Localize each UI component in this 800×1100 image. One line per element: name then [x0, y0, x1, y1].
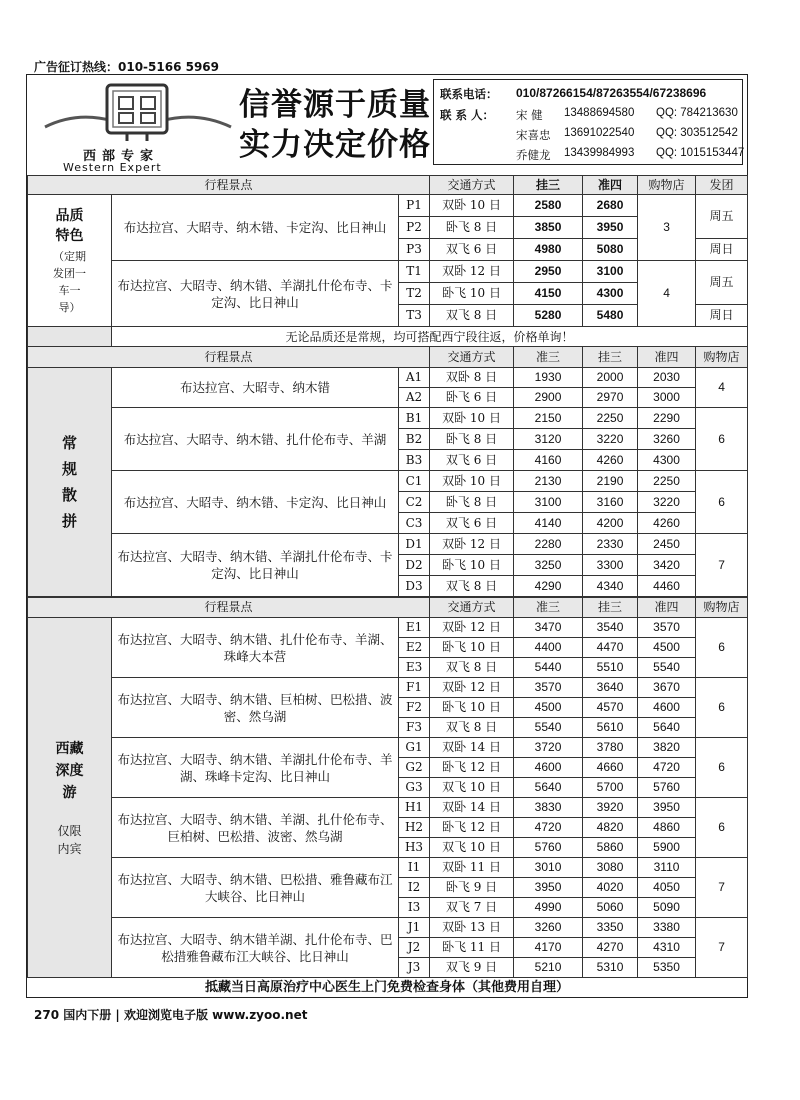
transport: 卧飞 11 日 — [430, 938, 514, 958]
route-code: J1 — [399, 918, 430, 938]
section-title-cell — [28, 368, 112, 597]
route-code: H2 — [399, 818, 430, 838]
price: 3670 — [638, 678, 696, 698]
price: 4020 — [583, 878, 638, 898]
route-code: A2 — [399, 388, 430, 408]
transport: 双卧 10 日 — [430, 195, 514, 217]
section-title: 品质特色 — [55, 207, 84, 244]
shop-count: 6 — [696, 408, 748, 471]
price: 4200 — [583, 513, 638, 534]
price: 3000 — [638, 388, 696, 408]
price: 3470 — [514, 618, 583, 638]
price: 4140 — [514, 513, 583, 534]
price: 4990 — [514, 898, 583, 918]
price: 4860 — [638, 818, 696, 838]
route-cell: 布达拉宫、大昭寺、纳木错、卡定沟、比日神山 — [112, 195, 399, 261]
price: 2950 — [514, 261, 583, 283]
price: 5480 — [583, 305, 638, 327]
price: 5540 — [638, 658, 696, 678]
route-code: C2 — [399, 492, 430, 513]
price: 2900 — [514, 388, 583, 408]
route-code: F1 — [399, 678, 430, 698]
transport: 卧飞 12 日 — [430, 758, 514, 778]
logo-chinese: 西部专家 — [83, 149, 160, 164]
price: 3640 — [583, 678, 638, 698]
price: 2190 — [583, 471, 638, 492]
route-code: I2 — [399, 878, 430, 898]
route-code: I1 — [399, 858, 430, 878]
price: 3010 — [514, 858, 583, 878]
transport: 双卧 12 日 — [430, 261, 514, 283]
contact-box — [433, 79, 743, 165]
price: 3540 — [583, 618, 638, 638]
price: 2580 — [514, 195, 583, 217]
transport: 卧飞 10 日 — [430, 638, 514, 658]
depart-day: 周五 — [696, 195, 748, 239]
route-cell: 布达拉宫、大昭寺、纳木错、扎什伦布寺、羊湖 — [112, 408, 399, 471]
price: 5640 — [638, 718, 696, 738]
route-code: H1 — [399, 798, 430, 818]
transport: 双卧 8 日 — [430, 368, 514, 388]
price: 2970 — [583, 388, 638, 408]
contact-mobile: 13439984993 — [564, 147, 635, 159]
price: 4720 — [638, 758, 696, 778]
column-header: 行程景点 — [28, 598, 430, 618]
transport: 双飞 10 日 — [430, 778, 514, 798]
table-row — [28, 678, 748, 698]
route-code: B2 — [399, 429, 430, 450]
transport: 卧飞 8 日 — [430, 217, 514, 239]
price: 3420 — [638, 555, 696, 576]
price: 5760 — [638, 778, 696, 798]
price: 4260 — [583, 450, 638, 471]
route-code: C3 — [399, 513, 430, 534]
price: 3950 — [514, 878, 583, 898]
transport: 双飞 8 日 — [430, 718, 514, 738]
transport: 双卧 12 日 — [430, 534, 514, 555]
contact-qq: QQ: 1015153447 — [656, 147, 745, 159]
transport: 双飞 10 日 — [430, 838, 514, 858]
transport: 双飞 7 日 — [430, 898, 514, 918]
table-row — [28, 618, 748, 638]
section-subtitle: （定期发团一车一导） — [53, 249, 86, 314]
route-cell: 布达拉宫、大昭寺、纳木错、羊湖、扎什伦布寺、巨柏树、巴松措、波密、然乌湖 — [112, 798, 399, 858]
price: 3780 — [583, 738, 638, 758]
price: 5350 — [638, 958, 696, 978]
contact-qq: QQ: 784213630 — [656, 107, 738, 119]
shop-count: 6 — [696, 471, 748, 534]
route-cell: 布达拉宫、大昭寺、纳木错、羊湖扎什伦布寺、卡定沟、比日神山 — [112, 534, 399, 597]
price: 3260 — [514, 918, 583, 938]
price: 3950 — [583, 217, 638, 239]
transport: 双卧 14 日 — [430, 738, 514, 758]
transport: 卧飞 10 日 — [430, 698, 514, 718]
table-header-row — [28, 176, 748, 195]
route-code: H3 — [399, 838, 430, 858]
table-row — [28, 408, 748, 429]
deep-tour-table — [27, 597, 748, 978]
price: 5060 — [583, 898, 638, 918]
transport: 卧飞 10 日 — [430, 555, 514, 576]
route-code: F3 — [399, 718, 430, 738]
price: 2150 — [514, 408, 583, 429]
column-header: 发团 — [696, 176, 748, 195]
price: 2450 — [638, 534, 696, 555]
slogan-line-1: 信誉源于质量 — [239, 87, 431, 123]
column-header: 交通方式 — [430, 347, 514, 368]
price: 3850 — [514, 217, 583, 239]
column-header: 挂三 — [583, 347, 638, 368]
contact-name: 乔健龙 — [516, 148, 551, 162]
column-header: 购物店 — [696, 598, 748, 618]
price: 4050 — [638, 878, 696, 898]
price: 5900 — [638, 838, 696, 858]
route-code: T2 — [399, 283, 430, 305]
price: 4820 — [583, 818, 638, 838]
route-cell: 布达拉宫、大昭寺、纳木错、卡定沟、比日神山 — [112, 471, 399, 534]
column-header: 行程景点 — [28, 176, 430, 195]
route-code: D3 — [399, 576, 430, 597]
price: 4470 — [583, 638, 638, 658]
price: 5280 — [514, 305, 583, 327]
route-code: G2 — [399, 758, 430, 778]
table-row — [28, 534, 748, 555]
table-row — [28, 858, 748, 878]
price: 3920 — [583, 798, 638, 818]
route-cell: 布达拉宫、大昭寺、纳木错羊湖、扎什伦布寺、巴松措雅鲁藏布江大峡谷、比日神山 — [112, 918, 399, 978]
slogan-line-2: 实力决定价格 — [239, 127, 431, 163]
price: 4260 — [638, 513, 696, 534]
route-code: B1 — [399, 408, 430, 429]
logo-english: Western Expert — [63, 161, 162, 174]
price: 4290 — [514, 576, 583, 597]
route-cell: 布达拉宫、大昭寺、纳木错 — [112, 368, 399, 408]
depart-day: 周日 — [696, 239, 748, 261]
table-row — [28, 918, 748, 938]
price: 2330 — [583, 534, 638, 555]
price: 3820 — [638, 738, 696, 758]
shop-count: 6 — [696, 618, 748, 678]
price: 3950 — [638, 798, 696, 818]
route-code: G1 — [399, 738, 430, 758]
price: 3570 — [638, 618, 696, 638]
transport: 卧飞 10 日 — [430, 283, 514, 305]
note-row — [28, 327, 748, 348]
price: 2030 — [638, 368, 696, 388]
contact-name: 宋喜忠 — [516, 128, 551, 142]
price: 3720 — [514, 738, 583, 758]
column-header: 挂三 — [514, 176, 583, 195]
route-code: P1 — [399, 195, 430, 217]
transport: 双飞 6 日 — [430, 513, 514, 534]
transport: 双卧 12 日 — [430, 618, 514, 638]
column-header: 交通方式 — [430, 598, 514, 618]
price: 2000 — [583, 368, 638, 388]
transport: 卧飞 8 日 — [430, 429, 514, 450]
price: 2280 — [514, 534, 583, 555]
shop-count: 6 — [696, 738, 748, 798]
contact-mobile: 13691022540 — [564, 127, 635, 139]
transport: 双卧 14 日 — [430, 798, 514, 818]
shop-count: 7 — [696, 918, 748, 978]
blank-cell — [28, 327, 112, 348]
transport: 双飞 9 日 — [430, 958, 514, 978]
regular-tour-table — [27, 346, 748, 597]
route-code: E2 — [399, 638, 430, 658]
price: 2290 — [638, 408, 696, 429]
medical-check-note: 抵藏当日高原治疗中心医生上门免费检查身体（其他费用自理） — [204, 980, 569, 995]
contact-qq: QQ: 303512542 — [656, 127, 738, 139]
route-cell: 布达拉宫、大昭寺、纳木错、巨柏树、巴松措、波密、然乌湖 — [112, 678, 399, 738]
phone-numbers: 010/87266154/87263554/67238696 — [516, 86, 707, 100]
price: 2680 — [583, 195, 638, 217]
price: 4720 — [514, 818, 583, 838]
section-title: 常规散拼 — [61, 434, 77, 530]
price: 3350 — [583, 918, 638, 938]
shop-count: 7 — [696, 858, 748, 918]
column-header: 准四 — [583, 176, 638, 195]
transport: 双飞 6 日 — [430, 239, 514, 261]
table-row — [28, 261, 748, 283]
price: 4600 — [638, 698, 696, 718]
transport: 双卧 10 日 — [430, 408, 514, 429]
table-row — [28, 368, 748, 388]
price: 4310 — [638, 938, 696, 958]
transport: 卧飞 9 日 — [430, 878, 514, 898]
shop-count: 6 — [696, 798, 748, 858]
depart-day: 周五 — [696, 261, 748, 305]
price: 4270 — [583, 938, 638, 958]
transport: 双飞 8 日 — [430, 305, 514, 327]
table-row — [28, 195, 748, 217]
price: 4300 — [638, 450, 696, 471]
price: 3080 — [583, 858, 638, 878]
table-header-row — [28, 598, 748, 618]
price: 4160 — [514, 450, 583, 471]
route-code: P2 — [399, 217, 430, 239]
transport: 卧飞 12 日 — [430, 818, 514, 838]
route-code: E3 — [399, 658, 430, 678]
price: 3220 — [638, 492, 696, 513]
price: 3570 — [514, 678, 583, 698]
transport: 双卧 11 日 — [430, 858, 514, 878]
column-header: 行程景点 — [28, 347, 430, 368]
transport: 双飞 6 日 — [430, 450, 514, 471]
contact-name: 宋 健 — [516, 108, 543, 122]
column-header: 交通方式 — [430, 176, 514, 195]
route-code: C1 — [399, 471, 430, 492]
price: 3160 — [583, 492, 638, 513]
price: 3100 — [583, 261, 638, 283]
transport: 双卧 13 日 — [430, 918, 514, 938]
route-cell: 布达拉宫、大昭寺、纳木错、羊湖扎什伦布寺、羊湖、珠峰卡定沟、比日神山 — [112, 738, 399, 798]
column-header: 准三 — [514, 347, 583, 368]
section-subtitle: 仅限内宾 — [57, 823, 82, 856]
route-code: T3 — [399, 305, 430, 327]
route-code: A1 — [399, 368, 430, 388]
phone-label: 联系电话： — [440, 87, 498, 101]
price: 4570 — [583, 698, 638, 718]
price: 5090 — [638, 898, 696, 918]
price: 3260 — [638, 429, 696, 450]
price: 5210 — [514, 958, 583, 978]
transport: 双卧 10 日 — [430, 471, 514, 492]
price: 4500 — [514, 698, 583, 718]
western-expert-logo — [37, 81, 237, 174]
route-code: I3 — [399, 898, 430, 918]
shop-count: 4 — [638, 261, 696, 327]
route-cell: 布达拉宫、大昭寺、纳木错、巴松措、雅鲁藏布江大峡谷、比日神山 — [112, 858, 399, 918]
price: 4150 — [514, 283, 583, 305]
route-code: G3 — [399, 778, 430, 798]
column-header: 购物店 — [696, 347, 748, 368]
shop-count: 4 — [696, 368, 748, 408]
table-row — [28, 738, 748, 758]
shop-count: 7 — [696, 534, 748, 597]
price: 3300 — [583, 555, 638, 576]
price: 3220 — [583, 429, 638, 450]
shop-count: 3 — [638, 195, 696, 261]
price: 4400 — [514, 638, 583, 658]
price: 3110 — [638, 858, 696, 878]
column-header: 准四 — [638, 598, 696, 618]
price: 3100 — [514, 492, 583, 513]
transport: 双飞 8 日 — [430, 658, 514, 678]
page-header — [27, 75, 747, 172]
contact-person-label: 联 系 人： — [440, 108, 495, 122]
price: 5760 — [514, 838, 583, 858]
price: 5700 — [583, 778, 638, 798]
route-code: J2 — [399, 938, 430, 958]
route-code: B3 — [399, 450, 430, 471]
section-title: 西藏深度游 — [55, 740, 84, 801]
transport: 双卧 12 日 — [430, 678, 514, 698]
route-code: T1 — [399, 261, 430, 283]
depart-day: 周日 — [696, 305, 748, 327]
route-code: D2 — [399, 555, 430, 576]
contact-mobile: 13488694580 — [564, 107, 635, 119]
price: 2130 — [514, 471, 583, 492]
price: 5610 — [583, 718, 638, 738]
slogan — [239, 85, 431, 165]
shop-count: 6 — [696, 678, 748, 738]
price: 5440 — [514, 658, 583, 678]
table-header-row — [28, 347, 748, 368]
price: 5310 — [583, 958, 638, 978]
price: 5080 — [583, 239, 638, 261]
page-footer: 270 国内下册 | 欢迎浏览电子版 www.zyoo.net — [34, 1008, 308, 1022]
price: 4660 — [583, 758, 638, 778]
section-title-cell — [28, 195, 112, 327]
quality-tour-table — [27, 175, 748, 348]
route-cell: 布达拉宫、大昭寺、纳木错、扎什伦布寺、羊湖、珠峰大本营 — [112, 618, 399, 678]
column-header: 准四 — [638, 347, 696, 368]
route-code: J3 — [399, 958, 430, 978]
price: 3830 — [514, 798, 583, 818]
price: 1930 — [514, 368, 583, 388]
route-cell: 布达拉宫、大昭寺、纳木错、羊湖扎什伦布寺、卡定沟、比日神山 — [112, 261, 399, 327]
ad-hotline: 广告征订热线：010-5166 5969 — [34, 60, 220, 74]
price: 4600 — [514, 758, 583, 778]
price: 4170 — [514, 938, 583, 958]
price: 4340 — [583, 576, 638, 597]
price: 4500 — [638, 638, 696, 658]
pairing-note: 无论品质还是常规，均可搭配西宁段往返，价格单询！ — [112, 327, 748, 348]
logo-seal-icon — [37, 81, 237, 151]
column-header: 准三 — [514, 598, 583, 618]
price: 4980 — [514, 239, 583, 261]
route-code: E1 — [399, 618, 430, 638]
price: 5860 — [583, 838, 638, 858]
price: 4460 — [638, 576, 696, 597]
price: 5640 — [514, 778, 583, 798]
route-code: D1 — [399, 534, 430, 555]
transport: 卧飞 8 日 — [430, 492, 514, 513]
price: 3120 — [514, 429, 583, 450]
price: 2250 — [583, 408, 638, 429]
table-row — [28, 471, 748, 492]
price: 3380 — [638, 918, 696, 938]
route-code: F2 — [399, 698, 430, 718]
route-code: P3 — [399, 239, 430, 261]
column-header: 挂三 — [583, 598, 638, 618]
price: 3250 — [514, 555, 583, 576]
price: 5540 — [514, 718, 583, 738]
price: 5510 — [583, 658, 638, 678]
transport: 双飞 8 日 — [430, 576, 514, 597]
table-row — [28, 798, 748, 818]
price: 2250 — [638, 471, 696, 492]
column-header: 购物店 — [638, 176, 696, 195]
price: 4300 — [583, 283, 638, 305]
transport: 卧飞 6 日 — [430, 388, 514, 408]
section-title-cell — [28, 618, 112, 978]
